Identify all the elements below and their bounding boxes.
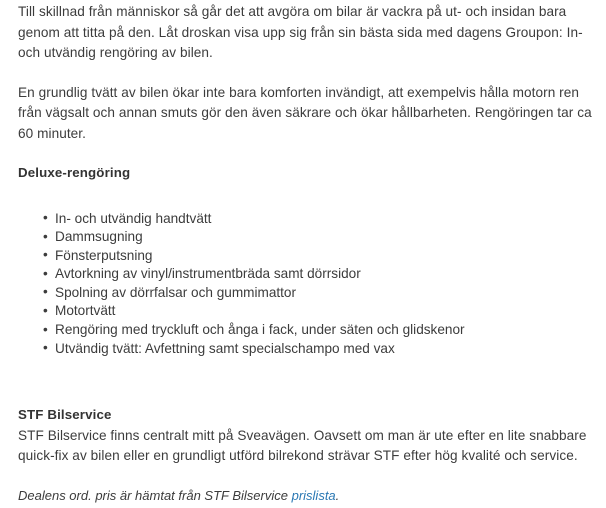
- list-item: • Dammsugning: [18, 228, 592, 247]
- package-section: [18, 163, 592, 358]
- prislista-link[interactable]: prislista: [291, 487, 336, 503]
- list-item: • Rengöring med tryckluft och ånga i fack, under säten och glidskenor: [18, 321, 592, 340]
- fineprint-note: [18, 486, 592, 505]
- list-item: • In- och utvändig handtvätt: [18, 210, 592, 229]
- fineprint-text-before-link: Dealens ord. pris är hämtat från STF Bilservice: [18, 487, 292, 503]
- package-heading: Deluxe-rengöring: [18, 165, 131, 180]
- intro-paragraph-2: En grundlig tvätt av bilen ökar inte bara komforten invändigt, att exempelvis hålla motorn ren från vägsalt och annan smuts gör den även säkrare och ökar hållbarheten. Rengöringen tar ca 60 minuter.: [18, 84, 592, 141]
- list-item: • Fönsterputsning: [18, 247, 592, 266]
- merchant-heading: STF Bilservice: [18, 407, 112, 423]
- list-item: • Spolning av dörrfalsar och gummimattor: [18, 284, 592, 303]
- list-item: • Utvändig tvätt: Avfettning samt specialschampo med vax: [18, 340, 592, 359]
- package-feature-list: [18, 210, 592, 359]
- fineprint-text-after-link: .: [335, 487, 340, 503]
- merchant-section: [18, 405, 592, 467]
- list-item: • Avtorkning av vinyl/instrumentbräda samt dörrsidor: [18, 265, 592, 284]
- merchant-description: STF Bilservice finns centralt mitt på Sveavägen. Oavsett om man är ute efter en lite snabbare quick-fix av bilen eller en grundligt utförd bilrekond strävar STF efter hög kvalité och service.: [18, 427, 587, 464]
- intro-paragraph-1: Till skillnad från människor så går det att avgöra om bilar är vackra på ut- och insidan bara genom att titta på den. Låt droskan visa upp sig från sin bästa sida med dagens Groupon: In- och utvändig rengöring av bilen.: [18, 4, 583, 60]
- list-item: • Motortvätt: [18, 302, 592, 321]
